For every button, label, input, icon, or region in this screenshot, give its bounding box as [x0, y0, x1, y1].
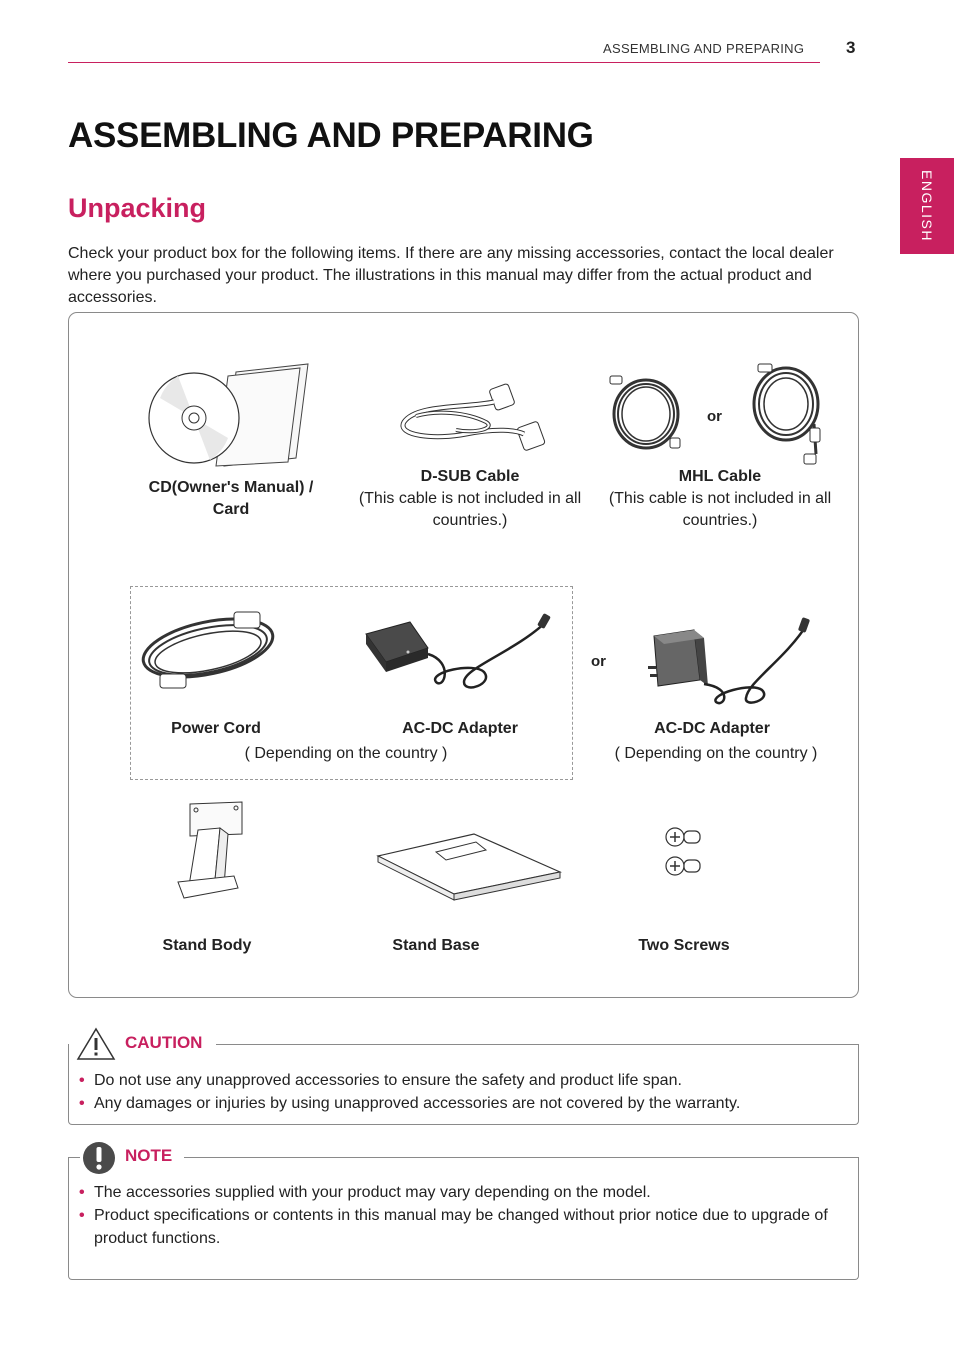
adapter-illustration-1	[364, 612, 560, 694]
stand-base-label: Stand Base	[392, 937, 480, 954]
caution-bullet-1: • Do not use any unapproved accessories to ensure the safety and product life span.	[79, 1072, 682, 1089]
or-label-adapter: or	[591, 653, 606, 670]
mhl-cable-illustration-1	[610, 376, 682, 450]
dsub-label: D-SUB Cable	[420, 468, 520, 485]
screws-label: Two Screws	[638, 937, 730, 954]
dsub-note-line1: (This cable is not included in all	[358, 490, 582, 507]
stand-body-illustration	[176, 800, 248, 900]
intro-paragraph: Check your product box for the following items. If there are any missing accessories, contact the local dealer where you purchased your product. The illustrations in this manual may differ from the actual product and accessories.	[68, 245, 834, 306]
or-label-mhl: or	[707, 408, 722, 425]
caution-title: CAUTION	[125, 1033, 203, 1052]
note-title: NOTE	[125, 1146, 173, 1165]
dsub-note-line2: countries.)	[432, 512, 508, 529]
page-title: ASSEMBLING AND PREPARING	[68, 116, 594, 155]
power-cord-illustration	[138, 610, 280, 692]
cd-label-line2: Card	[212, 501, 250, 518]
power-cord-label: Power Cord	[171, 720, 261, 737]
caution-bullet-2: • Any damages or injuries by using unapproved accessories are not covered by the warranty.	[79, 1095, 741, 1112]
stand-base-illustration	[374, 830, 562, 902]
language-tab-label: ENGLISH	[919, 170, 935, 242]
caution-rule	[216, 1044, 858, 1045]
mhl-note-line2: countries.)	[682, 512, 758, 529]
header-rule	[68, 62, 820, 63]
adapter1-label: AC-DC Adapter	[402, 720, 518, 737]
mhl-label: MHL Cable	[678, 468, 762, 485]
stand-body-label: Stand Body	[162, 937, 252, 954]
dsub-cable-illustration	[396, 382, 548, 452]
screws-illustration	[664, 826, 704, 878]
mhl-note-line1: (This cable is not included in all	[608, 490, 832, 507]
note-exclamation-icon	[82, 1141, 116, 1175]
running-header: ASSEMBLING AND PREPARING	[603, 41, 805, 56]
cd-label-line1: CD(Owner's Manual) /	[148, 479, 314, 496]
adapter-illustration-2	[644, 616, 826, 708]
page-number: 3	[846, 38, 856, 57]
note-rule	[184, 1157, 858, 1158]
note-bullet-1: • The accessories supplied with your product may vary depending on the model.	[79, 1184, 651, 1201]
depending-label-1: ( Depending on the country )	[244, 745, 448, 762]
depending-label-2: ( Depending on the country )	[614, 745, 818, 762]
language-tab	[900, 158, 954, 254]
mhl-cable-illustration-2	[750, 364, 824, 466]
adapter2-label: AC-DC Adapter	[654, 720, 770, 737]
cd-card-illustration	[148, 362, 310, 466]
note-rule-left	[68, 1157, 80, 1158]
warning-triangle-icon	[76, 1027, 116, 1061]
note-bullet-2: • Product specifications or contents in this manual may be changed without prior notice due to upgrade of product functions.	[79, 1207, 828, 1247]
section-title: Unpacking	[68, 193, 207, 223]
